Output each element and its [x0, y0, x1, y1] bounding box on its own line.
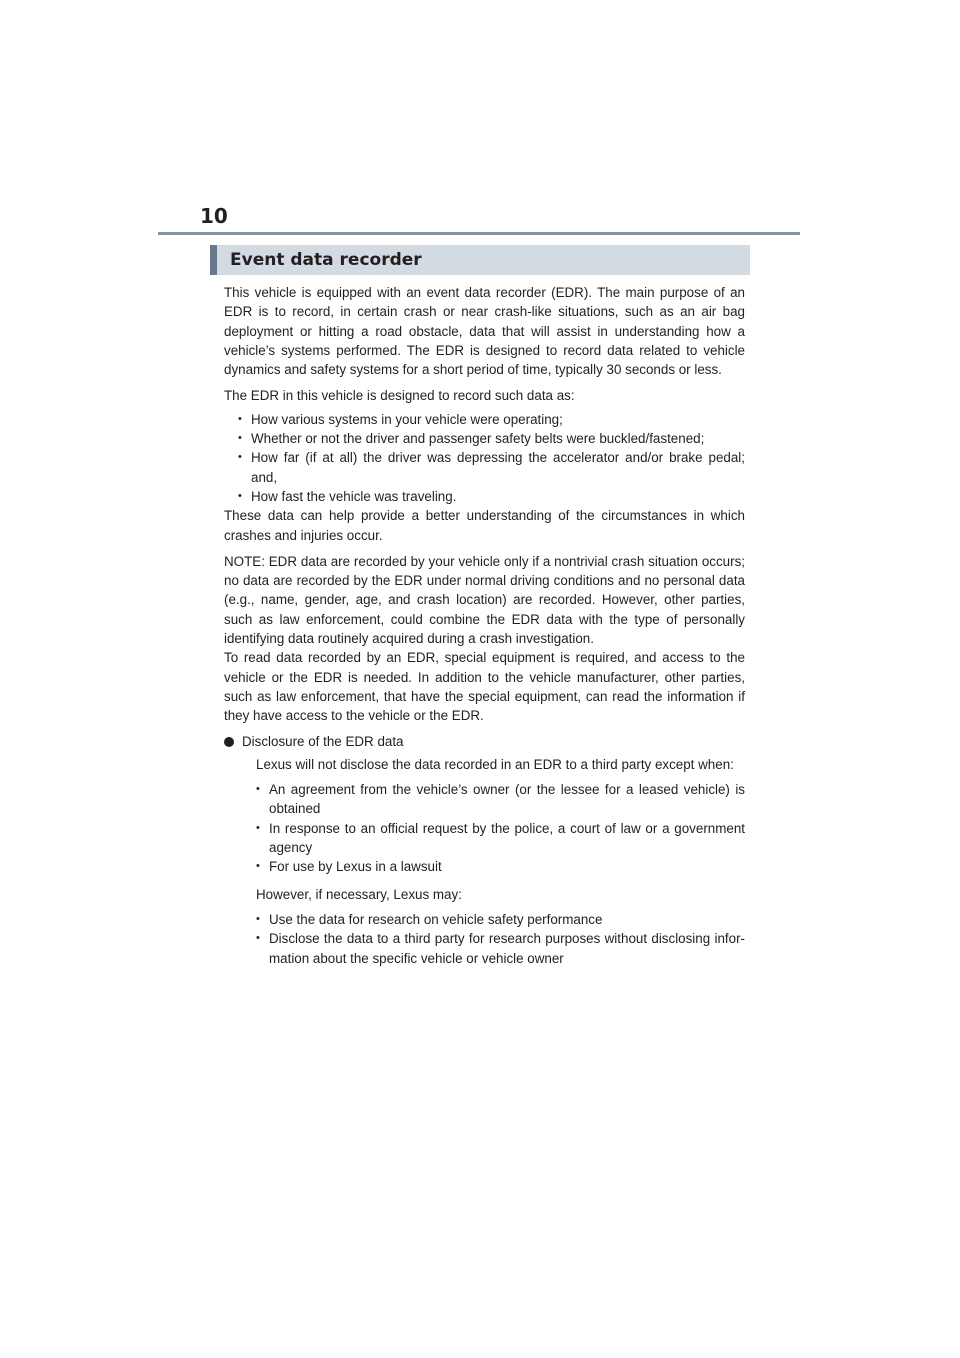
- list-item: • In response to an official request by the police, a court of law or a government agency: [256, 819, 745, 858]
- disclosure-exceptions-list: [256, 780, 745, 876]
- paragraph-intro: This vehicle is equipped with an event data recorder (EDR). The main purpose of an EDR is to record, in certain crash or near crash-like situations, such as an air bag deployment or hitting a road obstacle, data that will assist in understanding how a vehicle’s systems performed. The EDR is designed to record data related to vehicle dynamics and safety systems for a short period of time, typically 30 seconds or less.: [224, 285, 745, 378]
- list-item: • For use by Lexus in a lawsuit: [256, 857, 745, 876]
- disclosure-however: However, if necessary, Lexus may:: [256, 886, 462, 902]
- list-item: • How various systems in your vehicle were operating;: [238, 410, 745, 429]
- section-header: [210, 245, 750, 275]
- page-number: 10: [200, 204, 228, 228]
- disclosure-heading: Disclosure of the EDR data: [242, 733, 404, 749]
- list-item: • Whether or not the driver and passenger safety belts were buckled/fastened;: [238, 429, 745, 448]
- list-item: • How far (if at all) the driver was depressing the accelerator and/or brake pedal; and,: [238, 448, 745, 487]
- paragraph-record-list-intro: The EDR in this vehicle is designed to record such data as:: [224, 388, 575, 404]
- disclosure-intro: Lexus will not disclose the data recorded in an EDR to a third party except when:: [256, 756, 734, 772]
- disclosure-permitted-list: [256, 910, 745, 968]
- paragraph-reading-data: To read data recorded by an EDR, special equipment is required, and access to the vehicle or the EDR is needed. In addition to the vehicle manufacturer, other parties, such as law enforcement, that have the special equipment, can read the information if they have access to the vehicle or the EDR.: [224, 650, 745, 724]
- recorded-data-list: [224, 410, 745, 506]
- paragraph-understanding: These data can help provide a better understanding of the circumstances in which crashes and injuries occur.: [224, 508, 745, 543]
- filled-circle-bullet-icon: [224, 737, 234, 747]
- paragraph-note: NOTE: EDR data are recorded by your vehicle only if a nontrivial crash situation occurs; no data are recorded by the EDR under normal driving conditions and no personal data (e.g., name, gender, age, and crash location) are recorded. However, other parties, such as law enforcement, could combine the EDR data with the type of personally identifying data routinely acquired during a crash investigation.: [224, 553, 745, 647]
- list-item: • An agreement from the vehicle’s owner (or the lessee for a leased vehicle) is obtained: [256, 780, 745, 819]
- list-item: • How fast the vehicle was traveling.: [238, 487, 745, 506]
- section-title: Event data recorder: [230, 250, 422, 270]
- list-item: • Use the data for research on vehicle safety performance: [256, 910, 745, 929]
- disclosure-body: [256, 755, 745, 968]
- header-rule: [158, 232, 800, 235]
- disclosure-section: [224, 732, 745, 968]
- main-content: [224, 283, 745, 968]
- list-item: • Disclose the data to a third party for research purposes without disclosing infor-mation about the specific vehicle or vehicle owner: [256, 929, 745, 968]
